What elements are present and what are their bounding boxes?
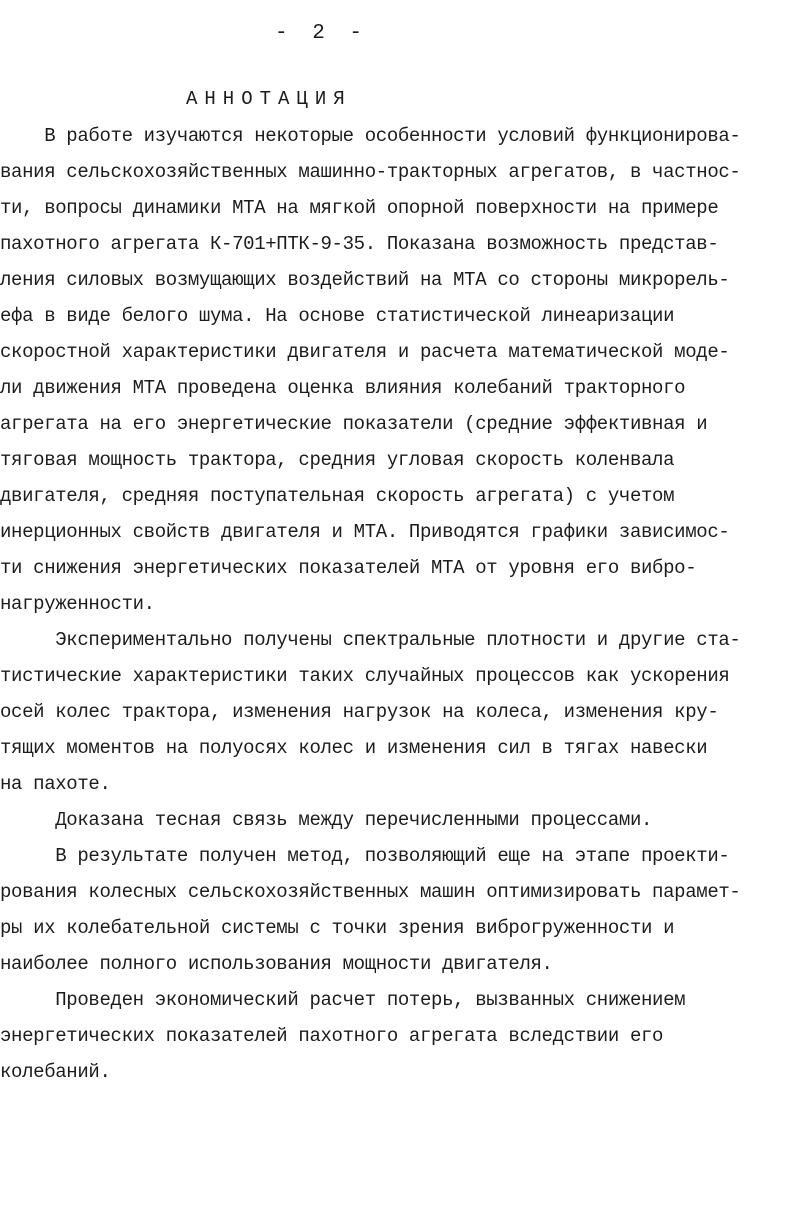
page-number: - 2 - — [275, 22, 369, 45]
text-line: рования колесных сельскохозяйственных машин оптимизировать парамет- — [0, 881, 741, 903]
text-line: ления силовых возмущающих воздействий на МТА со стороны микрорель- — [0, 269, 730, 291]
text-line: В результате получен метод, позволяющий еще на этапе проекти- — [0, 845, 730, 867]
text-line: агрегата на его энергетические показатели (средние эффективная и — [0, 413, 708, 435]
text-line: ефа в виде белого шума. На основе статистической линеаризации — [0, 305, 675, 327]
text-line: В работе изучаются некоторые особенности условий функционирова- — [0, 125, 741, 147]
text-line: осей колес трактора, изменения нагрузок на колеса, изменения кру- — [0, 701, 719, 723]
text-line: ли движения МТА проведена оценка влияния колебаний тракторного — [0, 377, 686, 399]
text-line: на пахоте. — [0, 773, 111, 795]
text-line: скоростной характеристики двигателя и расчета математической моде- — [0, 341, 730, 363]
text-line: нагруженности. — [0, 593, 155, 615]
text-line: инерционных свойств двигателя и МТА. Приводятся графики зависимос- — [0, 521, 730, 543]
text-line: Доказана тесная связь между перечисленными процессами. — [0, 809, 653, 831]
text-line: вания сельскохозяйственных машинно-тракторных агрегатов, в частнос- — [0, 161, 741, 183]
text-line: тяговая мощность трактора, средния угловая скорость коленвала — [0, 449, 675, 471]
text-line: наиболее полного использования мощности двигателя. — [0, 953, 553, 975]
text-line: тящих моментов на полуосях колес и изменения сил в тягах навески — [0, 737, 708, 759]
text-line: тистические характеристики таких случайных процессов как ускорения — [0, 665, 730, 687]
text-line: Экспериментально получены спектральные плотности и другие ста- — [0, 629, 741, 651]
text-line: двигателя, средняя поступательная скорость агрегата) с учетом — [0, 485, 675, 507]
text-line: Проведен экономический расчет потерь, вызванных снижением — [0, 989, 686, 1011]
text-line: ти снижения энергетических показателей МТА от уровня его вибро- — [0, 557, 697, 579]
page-title: АННОТАЦИЯ — [186, 88, 352, 110]
text-line: ры их колебательной системы с точки зрения виброгруженности и — [0, 917, 675, 939]
text-line: колебаний. — [0, 1061, 111, 1083]
text-line: энергетических показателей пахотного агрегата вследствии его — [0, 1025, 664, 1047]
annotation-body — [0, 118, 796, 1090]
text-line: ти, вопросы динамики МТА на мягкой опорной поверхности на примере — [0, 197, 719, 219]
text-line: пахотного агрегата К-701+ПТК-9-35. Показана возможность представ- — [0, 233, 719, 255]
